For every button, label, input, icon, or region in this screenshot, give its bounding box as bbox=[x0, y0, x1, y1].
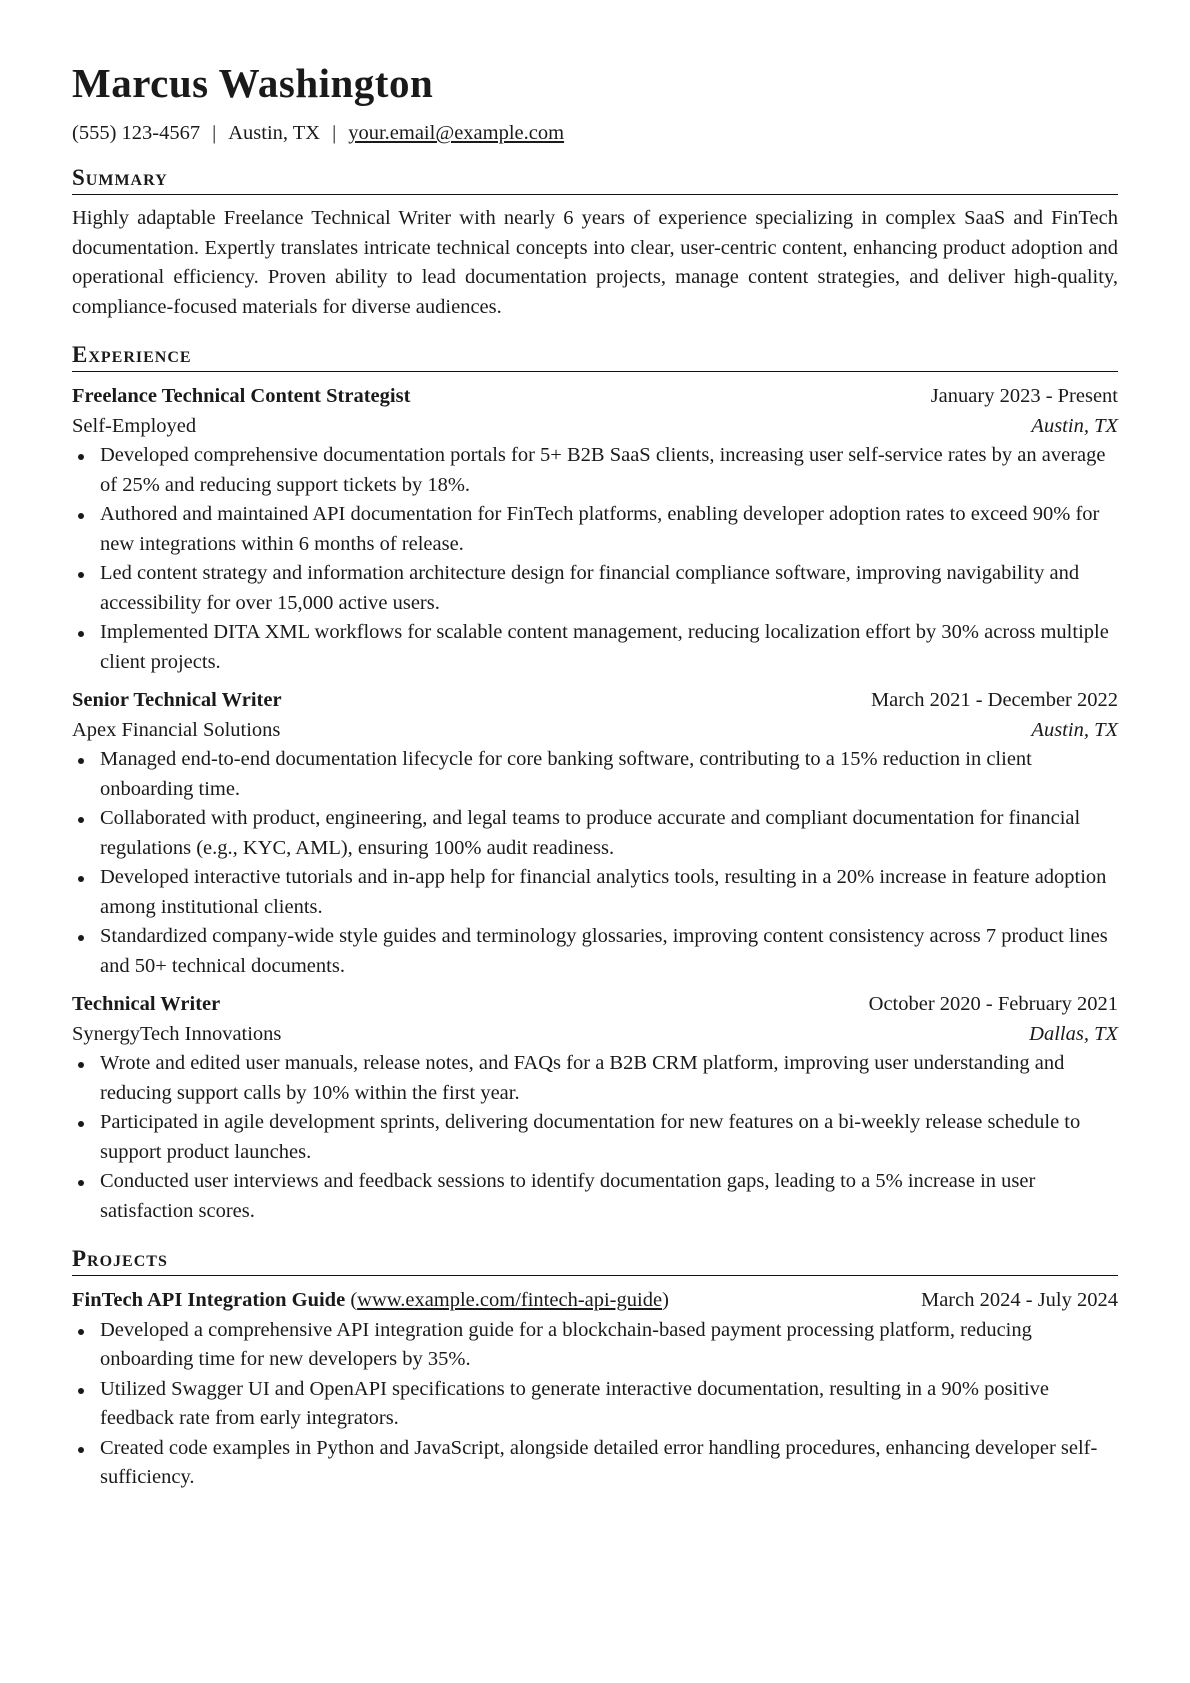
job-dates: October 2020 - February 2021 bbox=[868, 993, 1118, 1015]
job-location: Austin, TX bbox=[1031, 414, 1118, 437]
candidate-name: Marcus Washington bbox=[72, 60, 434, 106]
job-title: Technical Writer bbox=[72, 993, 221, 1015]
bullet-item: Led content strategy and information architecture design for financial compliance software, improving navigability and accessibility for over 15,000 active users. bbox=[72, 559, 1118, 618]
contact-separator: | bbox=[212, 122, 217, 144]
bullet-item: Developed interactive tutorials and in-app help for financial analytics tools, resulting in a 20% increase in feature adoption among institutional clients. bbox=[72, 863, 1118, 922]
bullet-item: Developed comprehensive documentation portals for 5+ B2B SaaS clients, increasing user self-service rates by an average of 25% and reducing support tickets by 18%. bbox=[72, 441, 1118, 500]
project-link[interactable]: www.example.com/fintech-api-guide bbox=[357, 1289, 663, 1311]
job-entry bbox=[72, 686, 1118, 981]
project-bullets bbox=[72, 1316, 1118, 1493]
bullet-item: Standardized company-wide style guides and terminology glossaries, improving content consistency across 7 product lines and 50+ technical documents. bbox=[72, 922, 1118, 981]
job-entry bbox=[72, 382, 1118, 677]
job-title: Senior Technical Writer bbox=[72, 689, 282, 711]
job-location: Austin, TX bbox=[1031, 718, 1118, 741]
experience-heading: Experience bbox=[72, 341, 1118, 372]
job-title: Freelance Technical Content Strategist bbox=[72, 385, 411, 407]
bullet-item: Utilized Swagger UI and OpenAPI specifications to generate interactive documentation, resulting in a 90% positive feedback rate from early integrators. bbox=[72, 1375, 1118, 1434]
job-company: Self-Employed bbox=[72, 414, 197, 437]
project-title: FinTech API Integration Guide bbox=[72, 1289, 346, 1311]
contact-line bbox=[72, 120, 1118, 146]
bullet-item: Wrote and edited user manuals, release notes, and FAQs for a B2B CRM platform, improving user understanding and reducing support calls by 10% within the first year. bbox=[72, 1049, 1118, 1108]
bullet-item: Collaborated with product, engineering, and legal teams to produce accurate and compliant documentation for financial regulations (e.g., KYC, AML), ensuring 100% audit readiness. bbox=[72, 804, 1118, 863]
job-bullets bbox=[72, 441, 1118, 677]
bullet-item: Created code examples in Python and JavaScript, alongside detailed error handling procedures, enhancing developer self-sufficiency. bbox=[72, 1434, 1118, 1493]
job-company: Apex Financial Solutions bbox=[72, 718, 281, 741]
contact-separator: | bbox=[332, 122, 337, 144]
job-location: Dallas, TX bbox=[1029, 1022, 1118, 1045]
project-title-line: FinTech API Integration Guide (www.example.com/fintech-api-guide) bbox=[72, 1289, 669, 1311]
bullet-item: Implemented DITA XML workflows for scalable content management, reducing localization effort by 30% across multiple client projects. bbox=[72, 618, 1118, 677]
bullet-item: Authored and maintained API documentation for FinTech platforms, enabling developer adoption rates to exceed 90% for new integrations within 6 months of release. bbox=[72, 500, 1118, 559]
bullet-item: Managed end-to-end documentation lifecycle for core banking software, contributing to a 15% reduction in client onboarding time. bbox=[72, 745, 1118, 804]
email-link[interactable]: your.email@example.com bbox=[348, 122, 565, 144]
job-dates: March 2021 - December 2022 bbox=[870, 689, 1118, 711]
job-company: SynergyTech Innovations bbox=[72, 1022, 282, 1045]
bullet-item: Participated in agile development sprints, delivering documentation for new features on a bi-weekly release schedule to support product launches. bbox=[72, 1108, 1118, 1167]
projects-heading: Projects bbox=[72, 1245, 1118, 1276]
phone-number: (555) 123-4567 bbox=[72, 122, 201, 144]
project-dates: March 2024 - July 2024 bbox=[920, 1289, 1118, 1311]
summary-heading: Summary bbox=[72, 164, 1118, 195]
location: Austin, TX bbox=[228, 122, 321, 144]
project-entry bbox=[72, 1286, 1118, 1493]
job-bullets bbox=[72, 1049, 1118, 1226]
job-dates: January 2023 - Present bbox=[930, 385, 1118, 407]
bullet-item: Conducted user interviews and feedback sessions to identify documentation gaps, leading to a 5% increase in user satisfaction scores. bbox=[72, 1167, 1118, 1226]
job-entry bbox=[72, 990, 1118, 1226]
summary-text: Highly adaptable Freelance Technical Writer with nearly 6 years of experience specializing in complex SaaS and FinTech documentation. Expertly translates intricate technical concepts into clear, user-centric content, enhancing product adoption and operational efficiency. Proven ability to lead documentation projects, manage content strategies, and deliver high-quality, compliance-focused materials for diverse audiences. bbox=[72, 207, 1118, 318]
bullet-item: Developed a comprehensive API integration guide for a blockchain-based payment processing platform, reducing onboarding time for new developers by 35%. bbox=[72, 1316, 1118, 1375]
job-bullets bbox=[72, 745, 1118, 981]
